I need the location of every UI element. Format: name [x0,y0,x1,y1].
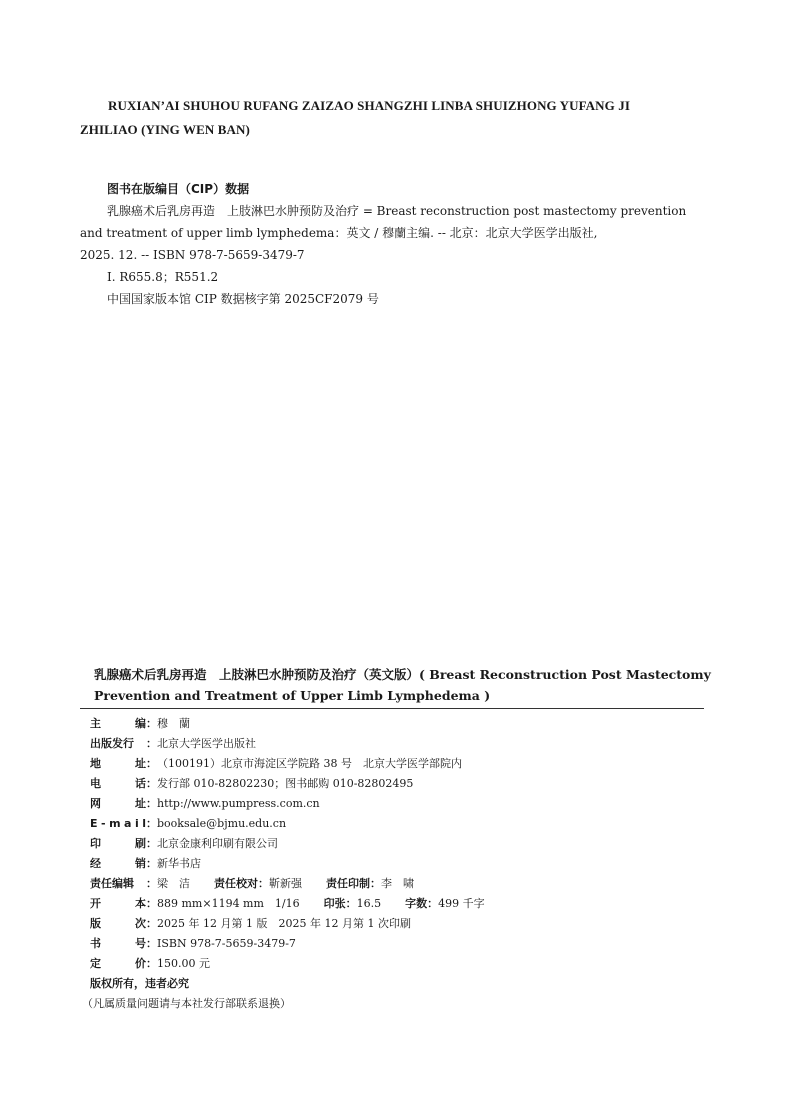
value-distributor: 新华书店 [157,857,201,870]
value-editor: 穆 蘭 [157,717,190,730]
info-row-publisher: 出版发行 ： 北京大学医学出版社 [90,734,704,754]
info-row-website: 网 址 ： http://www.pumpress.com.cn [90,794,704,814]
label-sheets: 印张 [323,897,346,910]
value-words: 499 千字 [438,897,485,910]
info-row-printer: 印 刷 ： 北京金康利印刷有限公司 [90,834,704,854]
copyright-notice: 版权所有，违者必究 [90,977,189,990]
cip-line1: 乳腺癌术后乳房再造 上肢淋巴水肿预防及治疗 = Breast reconstruction post mastectomy prevention [107,204,687,218]
info-row-distributor: 经 销 ： 新华书店 [90,854,704,874]
value-proofreader: 靳新强 [269,877,302,890]
info-row-edition: 版 次 ： 2025 年 12 月第 1 版 2025 年 12 月第 1 次印刷 [90,914,704,934]
label-editor: 主 编 [90,717,146,730]
label-print-manager: 责任印制 [326,877,370,890]
info-row-staff: 责任编辑 ： 梁 洁 责任校对 ： 靳新强 责任印制 ： 李 啸 [90,874,704,894]
value-address: （100191）北京市海淀区学院路 38 号 北京大学医学部院内 [157,757,462,770]
value-edition: 2025 年 12 月第 1 版 2025 年 12 月第 1 次印刷 [157,917,411,930]
email-link[interactable]: booksale@bjmu.edu.cn [157,817,287,830]
cip-line5: 中国国家版本馆 CIP 数据核字第 2025CF2079 号 [107,292,379,306]
label-phone: 电 话 [90,777,146,790]
value-publisher: 北京大学医学出版社 [157,737,256,750]
label-proofreader: 责任校对 [214,877,258,890]
cip-block [80,178,704,310]
label-edition: 版 次 [90,917,146,930]
info-row-editor: 主 编 ： 穆 蘭 [90,714,704,734]
value-print-manager: 李 啸 [381,877,414,890]
label-website: 网 址 [90,797,146,810]
info-row-format: 开 本 ： 889 mm×1194 mm 1/16 印张 ： 16.5 字数 ： 499 千字 [90,894,704,914]
label-responsible-editor: 责任编辑 [90,877,134,890]
label-isbn: 书 号 [90,937,146,950]
info-row-notice [82,994,704,1014]
info-row-price: 定 价 ： 150.00 元 [90,954,704,974]
label-address: 地 址 [90,757,146,770]
label-publisher: 出版发行 [90,737,134,750]
cip-heading: 图书在版编目（CIP）数据 [107,182,250,196]
label-words: 字数 [405,897,428,910]
website-link[interactable]: http://www.pumpress.com.cn [157,797,320,810]
label-format: 开 本 [90,897,146,910]
info-row-rights [90,974,704,994]
label-email: E - m a i l [90,817,146,830]
cip-line2: and treatment of upper limb lymphedema：英文 / 穆蘭主编. -- 北京：北京大学医学出版社, [80,226,598,240]
title-divider [80,708,704,709]
info-row-email: E - m a i l ： booksale@bjmu.edu.cn [90,814,704,834]
value-sheets: 16.5 [356,897,382,910]
info-row-phone: 电 话 ： 发行部 010-82802230；图书邮购 010-82802495 [90,774,704,794]
quality-notice: （凡属质量问题请与本社发行部联系退换） [82,997,291,1010]
pinyin-title-line1: RUXIAN’AI SHUHOU RUFANG ZAIZAO SHANGZHI LINBA SHUIZHONG YUFANG JI [108,98,630,113]
info-row-isbn: 书 号 ： ISBN 978-7-5659-3479-7 [90,934,704,954]
label-printer: 印 刷 [90,837,146,850]
label-distributor: 经 销 [90,857,146,870]
publication-info [82,714,704,1014]
value-responsible-editor: 梁 洁 [157,877,190,890]
book-title-line1: 乳腺癌术后乳房再造 上肢淋巴水肿预防及治疗（英文版）( Breast Reconstruction Post Mastectomy [94,667,711,682]
value-format: 889 mm×1194 mm 1/16 [157,897,300,910]
info-row-address: 地 址 ： （100191）北京市海淀区学院路 38 号 北京大学医学部院内 [90,754,704,774]
label-price: 定 价 [90,957,146,970]
value-printer: 北京金康利印刷有限公司 [157,837,278,850]
value-price: 150.00 元 [157,957,210,970]
value-phone: 发行部 010-82802230；图书邮购 010-82802495 [157,777,414,790]
book-title [80,664,711,706]
cip-line4: Ⅰ. R655.8；R551.2 [107,270,219,284]
book-title-line2: Prevention and Treatment of Upper Limb Lymphedema ) [94,688,491,703]
pinyin-title-line2: ZHILIAO (YING WEN BAN) [80,122,250,137]
cip-line3: 2025. 12. -- ISBN 978-7-5659-3479-7 [80,248,305,262]
pinyin-title [80,94,710,142]
value-isbn: ISBN 978-7-5659-3479-7 [157,937,296,950]
